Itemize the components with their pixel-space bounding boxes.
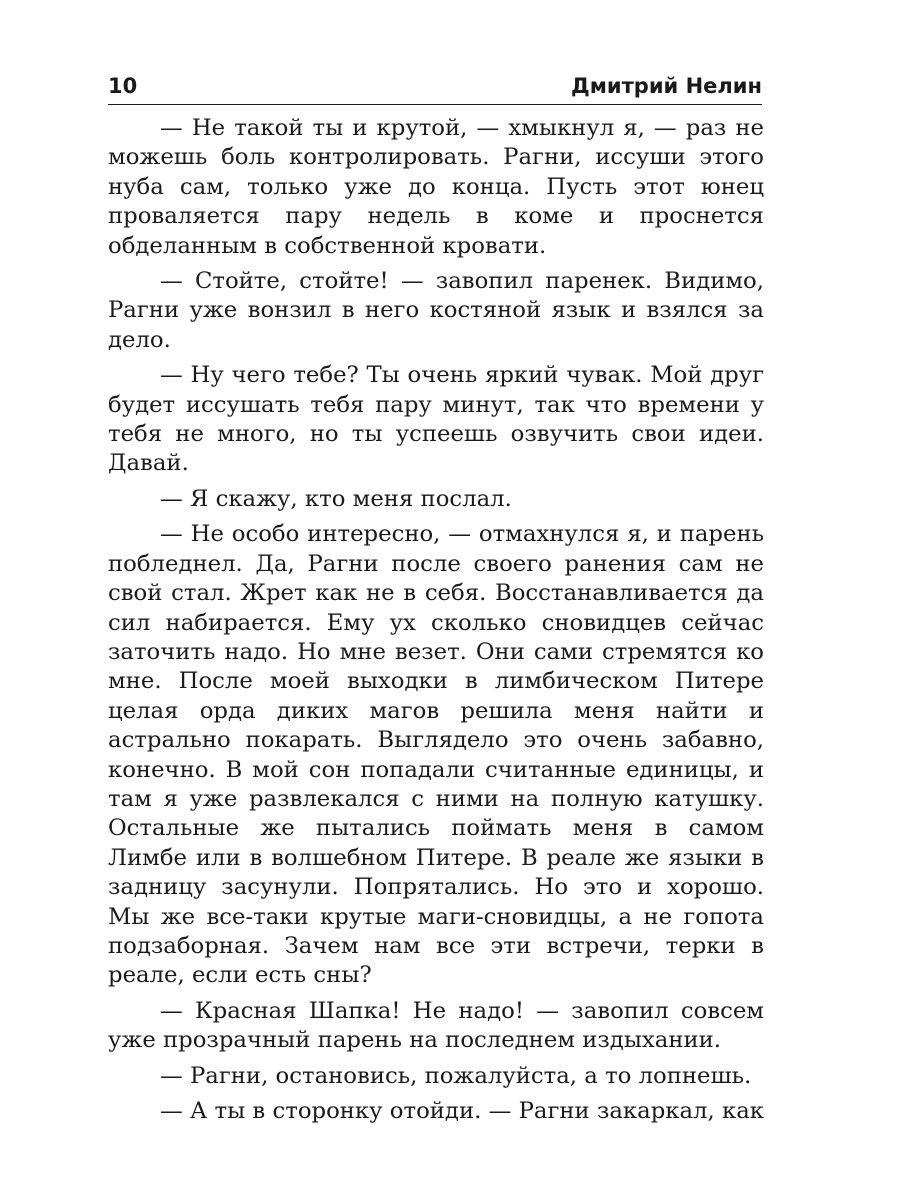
paragraph: — Ну чего тебе? Ты очень яркий чувак. Мой друг будет иссушать тебя пару минут, так что времени у тебя не много, но ты успеешь озвучить свои идеи. Давай.	[108, 362, 764, 477]
paragraph: — Я скажу, кто меня послал.	[160, 485, 512, 512]
header-divider	[108, 104, 762, 105]
page-number: 10	[108, 74, 138, 98]
paragraph: — Стойте, стойте! — завопил паренек. Видимо, Рагни уже вонзил в него костяной язык и взялся за дело.	[108, 268, 764, 353]
paragraph: — Красная Шапка! Не надо! — завопил совсем уже прозрачный парень на последнем издыхании.	[108, 997, 764, 1054]
body-text	[108, 114, 764, 1126]
paragraph: — Рагни, остановись, пожалуйста, а то лопнешь.	[160, 1062, 752, 1089]
author-name: Дмитрий Нелин	[571, 74, 762, 98]
paragraph: — А ты в сторонку отойди. — Рагни закаркал, как	[160, 1098, 764, 1124]
paragraph: — Не такой ты и крутой, — хмыкнул я, — раз не можешь боль контролировать. Рагни, иссуши этого нуба сам, только уже до конца. Пусть этот юнец проваляется пару недель в коме и проснется обделанным в собственной кровати.	[108, 115, 764, 259]
running-head	[108, 74, 762, 104]
paragraph: — Не особо интересно, — отмахнулся я, и парень побледнел. Да, Рагни после своего ранения сам не свой стал. Жрет как не в себя. Восстанавливается да сил набирается. Ему ух сколько сновидцев сейчас заточить надо. Но мне везет. Они сами стремятся ко мне. После моей выходки в лимбическом Питере целая орда диких магов решила меня найти и астрально покарать. Выглядело это очень забавно, конечно. В мой сон попадали считанные единицы, и там я уже развлекался с ними на полную катушку. Остальные же пытались поймать меня в самом Лимбе или в волшебном Питере. В реале же языки в задницу засунули. Попрятались. Но это и хорошо. Мы же все-таки крутые маги-сновидцы, а не гопота подзаборная. Зачем нам все эти встречи, терки в реале, если есть сны?	[108, 521, 764, 989]
